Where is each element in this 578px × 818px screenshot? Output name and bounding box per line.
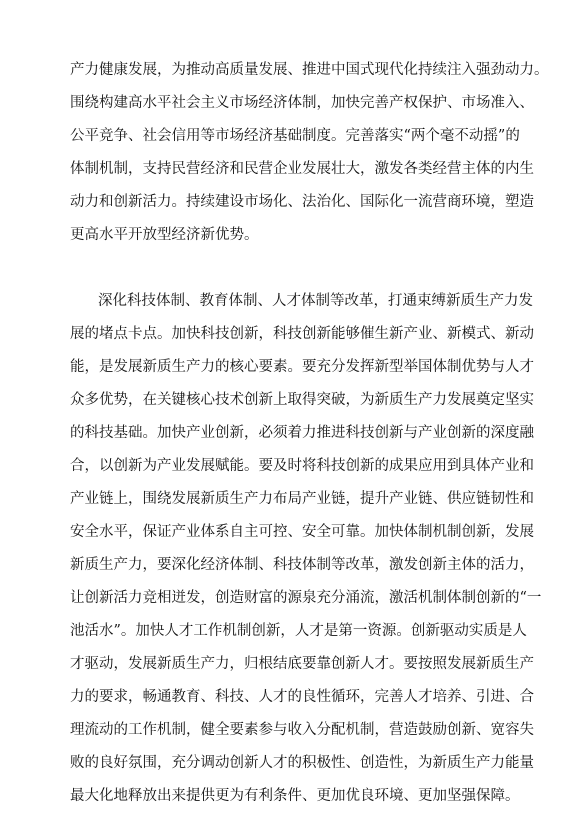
text-line: 的科技基础。加快产业创新，必须着力推进科技创新与产业创新的深度融 xyxy=(70,425,534,441)
text-line: 展的堵点卡点。加快科技创新，科技创新能够催生新产业、新模式、新动 xyxy=(70,326,534,342)
text-line: 更高水平开放型经济新优势。 xyxy=(70,227,259,243)
text-line: 才驱动，发展新质生产力，归根结底要靠创新人才。要按照发展新质生产 xyxy=(70,656,534,672)
text-line: 安全水平，保证产业体系自主可控、安全可靠。加快体制机制创新，发展 xyxy=(70,524,534,540)
text-line: 公平竞争、社会信用等市场经济基础制度。完善落实“两个毫不动摇”的 xyxy=(70,128,520,144)
text-line: 动力和创新活力。持续建设市场化、法治化、国际化一流营商环境，塑造 xyxy=(70,194,534,210)
text-line: 让创新活力竞相迸发，创造财富的源泉充分涌流，激活机制体制创新的“一 xyxy=(70,590,542,606)
text-line: 体制机制，支持民营经济和民营企业发展壮大，激发各类经营主体的内生 xyxy=(70,161,534,177)
text-line: 围绕构建高水平社会主义市场经济体制，加快完善产权保护、市场准入、 xyxy=(70,95,534,111)
text-line: 产业链上，围绕发展新质生产力布局产业链，提升产业链、供应链韧性和 xyxy=(70,491,534,507)
text-line: 众多优势，在关键核心技术创新上取得突破，为新质生产力发展奠定坚实 xyxy=(70,392,534,408)
text-line: 败的良好氛围，充分调动创新人才的积极性、创造性，为新质生产力能量 xyxy=(70,755,534,771)
text-line: 理流动的工作机制，健全要素参与收入分配机制，营造鼓励创新、宽容失 xyxy=(70,722,534,738)
text-line: 最大化地释放出来提供更为有利条件、更加优良环境、更加坚强保障。 xyxy=(70,788,520,804)
text-line: 池活水”。加快人才工作机制创新，人才是第一资源。创新驱动实质是人 xyxy=(70,623,527,639)
text-line: 产力健康发展，为推动高质量发展、推进中国式现代化持续注入强劲动力。 xyxy=(70,62,549,78)
text-line: 合，以创新为产业发展赋能。要及时将科技创新的成果应用到具体产业和 xyxy=(70,458,534,474)
text-line: 新质生产力，要深化经济体制、科技体制等改革，激发创新主体的活力， xyxy=(70,557,534,573)
text-line: 力的要求，畅通教育、科技、人才的良性循环，完善人才培养、引进、合 xyxy=(70,689,534,705)
text-line: 能，是发展新质生产力的核心要素。要充分发挥新型举国体制优势与人才 xyxy=(70,359,534,375)
text-line: 深化科技体制、教育体制、人才体制等改革，打通束缚新质生产力发 xyxy=(98,293,533,309)
